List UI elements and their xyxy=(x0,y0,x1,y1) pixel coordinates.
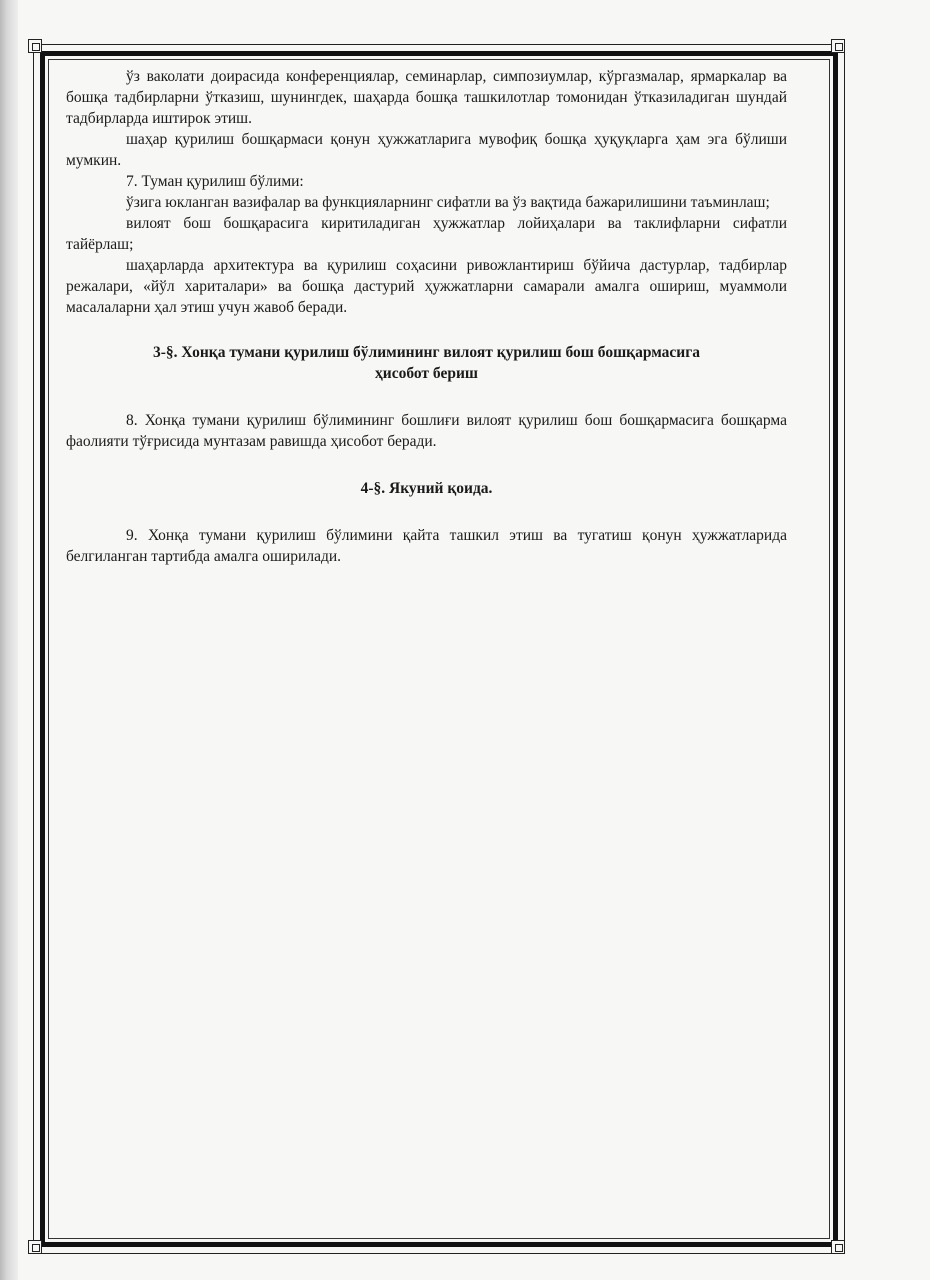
paragraph-item-8: 8. Хонқа тумани қурилиш бўлимининг бошлиғи вилоят қурилиш бош бошқармасига бошқарма фаолияти тўғрисида мунтазам равишда ҳисобот беради. xyxy=(66,412,787,450)
paragraph-drafts: вилоят бош бошқарасига киритиладиган ҳужжатлар лойиҳалари ва таклифларни сифатли тайёрлаш; xyxy=(66,215,787,253)
paragraph-duties-quality: ўзига юкланган вазифалар ва функцияларнинг сифатли ва ўз вақтида бажарилишини таъминлаш; xyxy=(126,194,770,211)
frame-corner-ornament xyxy=(28,39,42,53)
paragraph-events: ўз ваколати доирасида конференциялар, семинарлар, симпозиумлар, кўргазмалар, ярмаркалар ва бошқа тадбирларни ўтказиш, шунингдек, шаҳарда бошқа ташкилотлар томонидан ўтказиладиган шундай тадбирларда иштирок этиш. xyxy=(66,68,787,127)
paragraph-item-9: 9. Хонқа тумани қурилиш бўлимини қайта ташкил этиш ва тугатиш қонун ҳужжатларида белгиланган тартибда амалга оширилади. xyxy=(66,527,787,565)
paragraph-other-rights: шаҳар қурилиш бошқармаси қонун ҳужжатларига мувофиқ бошқа ҳуқуқларга ҳам эга бўлиши мумкин. xyxy=(66,131,787,169)
section-4-heading: 4-§. Якуний қоида. xyxy=(360,480,493,497)
frame-corner-ornament xyxy=(831,1240,845,1254)
frame-corner-ornament xyxy=(831,39,845,53)
scan-edge xyxy=(0,0,18,1280)
frame-corner-ornament xyxy=(28,1240,42,1254)
section-3-heading xyxy=(66,342,787,384)
paragraph-item-7: 7. Туман қурилиш бўлими: xyxy=(126,173,304,190)
section-3-heading-line2: ҳисобот бериш xyxy=(375,365,478,382)
document-body xyxy=(66,66,787,567)
paragraph-programs: шаҳарларда архитектура ва қурилиш соҳасини ривожлантириш бўйича дастурлар, тадбирлар режалари, «йўл хариталари» ва бошқа дастурий ҳужжатларни самарали амалга ошириш, муаммоли масалаларни ҳал этиш учун жавоб беради. xyxy=(66,257,787,316)
section-3-heading-line1: 3-§. Хонқа тумани қурилиш бўлимининг вилоят қурилиш бош бошқармасига xyxy=(152,344,701,361)
